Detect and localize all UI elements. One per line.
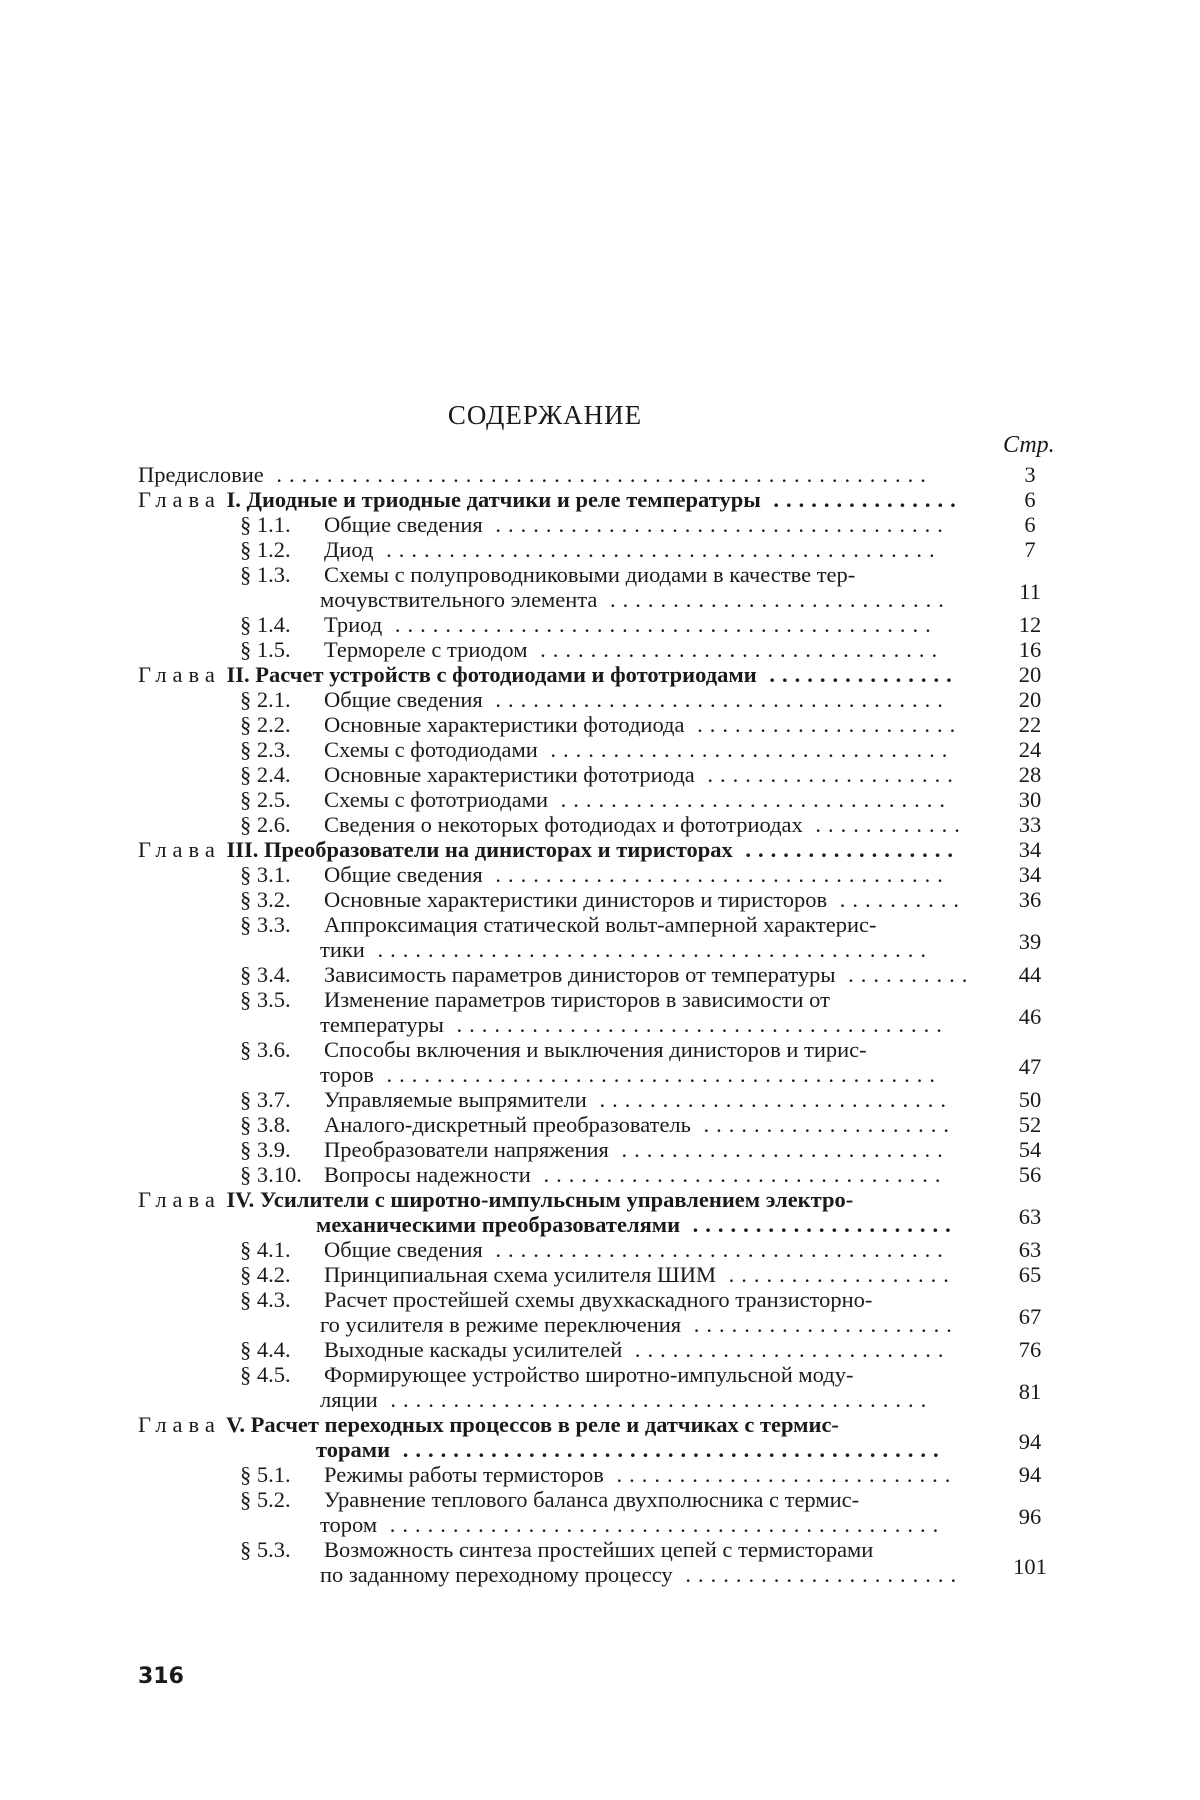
- entry-title: Основные характеристики фотодиода: [324, 712, 685, 737]
- section-entry: [240, 862, 950, 887]
- page-reference: 56: [1018, 1162, 1042, 1187]
- chapter-prefix: Глава: [138, 662, 221, 687]
- page-reference: 96: [1018, 1504, 1042, 1529]
- entry-title: Диод: [324, 537, 374, 562]
- section-number: § 3.1.: [240, 862, 291, 887]
- page-reference: 16: [1018, 637, 1042, 662]
- dot-leader: .....................: [680, 1212, 958, 1237]
- entry-title-continued: торов: [320, 1062, 374, 1087]
- dot-leader: ...............: [756, 662, 959, 687]
- section-number: § 1.4.: [240, 612, 291, 637]
- page-reference: 44: [1018, 962, 1042, 987]
- entry-title: Преобразователи напряжения: [324, 1137, 609, 1162]
- entry-title: Управляемые выпрямители: [324, 1087, 587, 1112]
- dot-leader: ....................: [690, 1112, 957, 1137]
- page-reference: 36: [1018, 887, 1042, 912]
- section-entry: [240, 812, 967, 837]
- entry-continuation: [320, 1312, 959, 1337]
- dot-leader: ..........: [835, 962, 975, 987]
- entry-title-continued: механическими преобразователями: [316, 1212, 681, 1237]
- section-number: § 2.6.: [240, 812, 291, 837]
- section-number: § 5.2.: [240, 1487, 291, 1512]
- section-entry: [240, 1112, 956, 1137]
- entry-title: Аппроксимация статической вольт-амперной характерис-: [324, 912, 877, 937]
- section-entry: [240, 912, 877, 937]
- section-entry: [240, 512, 950, 537]
- entry-title: Вопросы надежности: [324, 1162, 531, 1187]
- dot-leader: ............: [802, 812, 967, 837]
- entry-title: Общие сведения: [324, 862, 483, 887]
- page-reference: 39: [1018, 929, 1042, 954]
- section-number: § 3.4.: [240, 962, 291, 987]
- section-number: § 3.10.: [240, 1162, 302, 1187]
- entry-title: Общие сведения: [324, 687, 483, 712]
- dot-leader: ...............: [760, 487, 963, 512]
- section-number: § 2.4.: [240, 762, 291, 787]
- section-number: § 3.3.: [240, 912, 291, 937]
- section-number: § 3.9.: [240, 1137, 291, 1162]
- dot-leader: ............................................: [377, 1512, 946, 1537]
- section-entry: [240, 1487, 859, 1512]
- page-reference: 6: [1024, 487, 1036, 512]
- section-entry: [240, 762, 960, 787]
- dot-leader: ....................................: [482, 512, 950, 537]
- section-number: § 2.5.: [240, 787, 291, 812]
- dot-leader: ......................: [672, 1562, 964, 1587]
- entry-title-continued: по заданному переходному процессу: [320, 1562, 673, 1587]
- section-number: § 4.5.: [240, 1362, 291, 1387]
- page-reference: 47: [1018, 1054, 1042, 1079]
- page-reference: 65: [1018, 1262, 1042, 1287]
- section-number: § 3.7.: [240, 1087, 291, 1112]
- dot-leader: ............................................: [364, 937, 933, 962]
- dot-leader: ....................: [694, 762, 960, 787]
- entry-continuation: [320, 1562, 963, 1587]
- preface-entry: [138, 462, 933, 487]
- page-reference: 28: [1018, 762, 1042, 787]
- entry-title: II. Расчет устройств с фотодиодами и фототриодами: [226, 662, 757, 687]
- page-reference: 34: [1018, 837, 1042, 862]
- section-number: § 5.1.: [240, 1462, 291, 1487]
- entry-title-continued: тором: [320, 1512, 378, 1537]
- section-entry: [240, 962, 974, 987]
- entry-title: Расчет простейшей схемы двухкаскадного транзисторно-: [324, 1287, 873, 1312]
- section-number: § 2.3.: [240, 737, 291, 762]
- chapter-entry: [138, 1412, 839, 1437]
- chapter-entry: [138, 487, 963, 512]
- dot-leader: ....................................: [482, 1237, 950, 1262]
- section-entry: [240, 987, 830, 1012]
- section-number: § 1.5.: [240, 637, 291, 662]
- entry-continuation: [316, 1212, 958, 1237]
- entry-title: III. Преобразователи на динисторах и тиристорах: [226, 837, 733, 862]
- section-number: § 2.1.: [240, 687, 291, 712]
- section-entry: [240, 1087, 953, 1112]
- dot-leader: ...........................................: [377, 1387, 934, 1412]
- page-reference: 34: [1018, 862, 1042, 887]
- dot-leader: ..........................: [608, 1137, 950, 1162]
- section-number: § 4.2.: [240, 1262, 291, 1287]
- page-reference: 12: [1018, 612, 1042, 637]
- page-reference: 3: [1024, 462, 1036, 487]
- entry-title: Уравнение теплового баланса двухполюсника с термис-: [324, 1487, 860, 1512]
- dot-leader: ...........................: [603, 1462, 958, 1487]
- section-entry: [240, 887, 966, 912]
- section-entry: [240, 1137, 950, 1162]
- chapter-prefix: Глава: [138, 837, 221, 862]
- entry-title: Схемы с полупроводниковыми диодами в качестве тер-: [324, 562, 856, 587]
- section-entry: [240, 1337, 951, 1362]
- entry-title: Термореле с триодом: [324, 637, 528, 662]
- entry-continuation: [320, 1012, 949, 1037]
- entry-title-continued: го усилителя в режиме переключения: [320, 1312, 682, 1337]
- contents-title: СОДЕРЖАНИЕ: [447, 400, 643, 430]
- entry-title: Предисловие: [138, 462, 264, 487]
- section-number: § 1.1.: [240, 512, 291, 537]
- entry-title: Общие сведения: [324, 512, 483, 537]
- page-number: 316: [138, 1664, 184, 1689]
- dot-leader: ..........: [827, 887, 966, 912]
- entry-title: Аналого-дискретный преобразователь: [324, 1112, 691, 1137]
- chapter-prefix: Глава: [138, 487, 221, 512]
- chapter-entry: [138, 837, 960, 862]
- entry-title: Триод: [324, 612, 383, 637]
- page-reference: 94: [1018, 1429, 1042, 1454]
- dot-leader: ............................................: [373, 1062, 943, 1087]
- entry-title: Основные характеристики фототриода: [324, 762, 695, 787]
- entry-title: Формирующее устройство широтно-импульсной моду-: [324, 1362, 854, 1387]
- chapter-entry: [138, 662, 959, 687]
- entry-title-continued: торами: [316, 1437, 391, 1462]
- entry-title: I. Диодные и триодные датчики и реле температуры: [226, 487, 761, 512]
- dot-leader: .........................: [622, 1337, 951, 1362]
- section-entry: [240, 1162, 947, 1187]
- dot-leader: ...........................: [597, 587, 951, 612]
- section-entry: [240, 1462, 957, 1487]
- section-number: § 3.8.: [240, 1112, 291, 1137]
- chapter-prefix: Глава: [138, 1412, 221, 1437]
- section-entry: [240, 687, 950, 712]
- dot-leader: ....................................................: [263, 462, 933, 487]
- section-entry: [240, 1287, 872, 1312]
- page-reference: 54: [1018, 1137, 1042, 1162]
- entry-title: Режимы работы термисторов: [324, 1462, 604, 1487]
- dot-leader: ..................: [716, 1262, 956, 1287]
- entry-title: Зависимость параметров динисторов от температуры: [324, 962, 836, 987]
- entry-continuation: [320, 1387, 933, 1412]
- section-number: § 1.3.: [240, 562, 291, 587]
- entry-continuation: [320, 937, 933, 962]
- section-number: § 4.1.: [240, 1237, 291, 1262]
- page-reference: 94: [1018, 1462, 1042, 1487]
- section-entry: [240, 1237, 950, 1262]
- page-reference: 81: [1018, 1379, 1042, 1404]
- entry-title: IV. Усилители с широтно-импульсным управлением электро-: [226, 1187, 854, 1212]
- page-reference: 11: [1019, 579, 1041, 604]
- page-reference: 67: [1018, 1304, 1042, 1329]
- section-number: § 4.4.: [240, 1337, 291, 1362]
- dot-leader: ................................: [527, 637, 945, 662]
- entry-title-continued: тики: [320, 937, 365, 962]
- dot-leader: ....................................: [482, 687, 950, 712]
- page-column-label: Стр.: [1003, 432, 1055, 458]
- entry-title: Схемы с фотодиодами: [324, 737, 538, 762]
- chapter-entry: [138, 1187, 853, 1212]
- page-reference: 7: [1024, 537, 1036, 562]
- page-reference: 20: [1018, 687, 1042, 712]
- section-number: § 2.2.: [240, 712, 291, 737]
- dot-leader: .....................: [681, 1312, 959, 1337]
- entry-title: V. Расчет переходных процессов в реле и датчиках с термис-: [226, 1412, 839, 1437]
- page-reference: 20: [1018, 662, 1042, 687]
- entry-title: Схемы с фототриодами: [324, 787, 549, 812]
- entry-title: Выходные каскады усилителей: [324, 1337, 623, 1362]
- dot-leader: ............................: [586, 1087, 953, 1112]
- dot-leader: ................................: [537, 737, 955, 762]
- section-entry: [240, 712, 962, 737]
- page-reference: 6: [1024, 512, 1036, 537]
- entry-title-continued: температуры: [320, 1012, 444, 1037]
- section-number: § 4.3.: [240, 1287, 291, 1312]
- dot-leader: ................................: [530, 1162, 948, 1187]
- section-entry: [240, 1537, 873, 1562]
- section-entry: [240, 612, 938, 637]
- page-reference: 52: [1018, 1112, 1042, 1137]
- section-number: § 3.6.: [240, 1037, 291, 1062]
- chapter-prefix: Глава: [138, 1187, 221, 1212]
- entry-title-continued: мочувствительного элемента: [320, 587, 598, 612]
- entry-title: Способы включения и выключения динисторов и тирис-: [324, 1037, 867, 1062]
- page-reference: 30: [1018, 787, 1042, 812]
- section-entry: [240, 1262, 956, 1287]
- section-entry: [240, 737, 954, 762]
- entry-continuation: [320, 587, 951, 612]
- dot-leader: ...............................: [548, 787, 953, 812]
- page-reference: 76: [1018, 1337, 1042, 1362]
- section-entry: [240, 637, 944, 662]
- entry-title: Изменение параметров тиристоров в зависимости от: [324, 987, 830, 1012]
- dot-leader: .......................................: [443, 1012, 949, 1037]
- section-number: § 1.2.: [240, 537, 291, 562]
- entry-title: Основные характеристики динисторов и тиристоров: [324, 887, 828, 912]
- section-number: § 3.5.: [240, 987, 291, 1012]
- section-entry: [240, 1037, 867, 1062]
- dot-leader: ............................................: [373, 537, 942, 562]
- section-entry: [240, 1362, 853, 1387]
- section-entry: [240, 562, 855, 587]
- entry-continuation: [320, 1062, 942, 1087]
- section-entry: [240, 537, 942, 562]
- page-reference: 101: [1013, 1554, 1047, 1579]
- dot-leader: .................: [732, 837, 961, 862]
- entry-title: Общие сведения: [324, 1237, 483, 1262]
- page-reference: 46: [1018, 1004, 1042, 1029]
- entry-title: Сведения о некоторых фотодиодах и фототриодах: [324, 812, 803, 837]
- entry-continuation: [316, 1437, 946, 1462]
- entry-title: Принципиальная схема усилителя ШИМ: [324, 1262, 717, 1287]
- page-reference: 63: [1018, 1237, 1042, 1262]
- page-reference: 50: [1018, 1087, 1042, 1112]
- dot-leader: ...........................................: [390, 1437, 946, 1462]
- section-entry: [240, 787, 952, 812]
- page-reference: 24: [1018, 737, 1042, 762]
- dot-leader: ...........................................: [382, 612, 938, 637]
- page-reference: 63: [1018, 1204, 1042, 1229]
- dot-leader: .....................: [684, 712, 963, 737]
- section-number: § 5.3.: [240, 1537, 291, 1562]
- entry-title: Возможность синтеза простейших цепей с термисторами: [324, 1537, 874, 1562]
- entry-continuation: [320, 1512, 945, 1537]
- section-number: § 3.2.: [240, 887, 291, 912]
- entry-title-continued: ляции: [320, 1387, 378, 1412]
- page-reference: 22: [1018, 712, 1042, 737]
- page-reference: 33: [1018, 812, 1042, 837]
- dot-leader: ....................................: [482, 862, 950, 887]
